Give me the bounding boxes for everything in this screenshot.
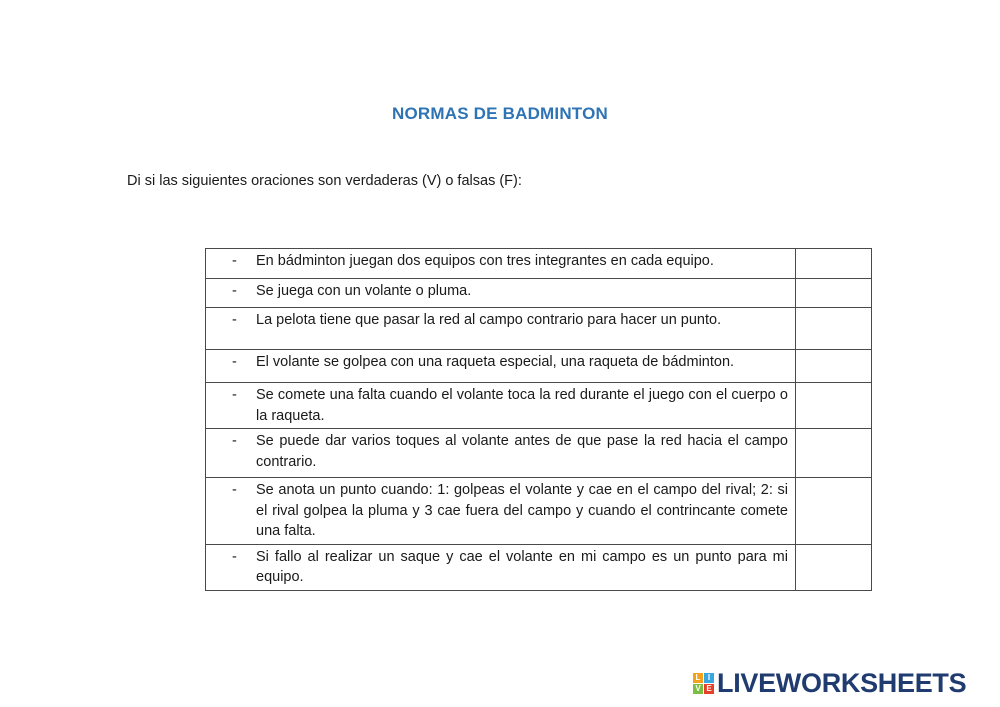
- logo-letter: I: [704, 673, 714, 683]
- answer-box[interactable]: [796, 249, 872, 279]
- table-row: [206, 383, 872, 429]
- answer-box[interactable]: [796, 544, 872, 590]
- bullet-dash: -: [232, 387, 237, 403]
- statement-text: Se puede dar varios toques al volante antes de que pase la red hacia el campo contrario.: [256, 433, 788, 470]
- bullet-dash: -: [232, 354, 237, 370]
- bullet-dash: -: [232, 433, 237, 449]
- logo-text: LIVEWORKSHEETS: [717, 668, 967, 698]
- table-row: [206, 279, 872, 308]
- logo-icon: [693, 673, 714, 694]
- answer-box[interactable]: [796, 279, 872, 308]
- statement-text: Se juega con un volante o pluma.: [256, 283, 472, 299]
- logo-letter: V: [693, 684, 703, 694]
- table-row: [206, 249, 872, 279]
- logo-letter: E: [704, 684, 714, 694]
- instructions: Di si las siguientes oraciones son verdaderas (V) o falsas (F):: [127, 173, 522, 189]
- answer-box[interactable]: [796, 383, 872, 429]
- statement-text: Se comete una falta cuando el volante toca la red durante el juego con el cuerpo o la raqueta.: [256, 387, 788, 424]
- table-row: [206, 429, 872, 478]
- bullet-dash: -: [232, 253, 237, 269]
- answer-box[interactable]: [796, 478, 872, 545]
- answer-box[interactable]: [796, 429, 872, 478]
- table-row: [206, 308, 872, 350]
- bullet-dash: -: [232, 312, 237, 328]
- statement-text: Si fallo al realizar un saque y cae el volante en mi campo es un punto para mi equipo.: [256, 548, 788, 585]
- logo-letter: L: [693, 673, 703, 683]
- bullet-dash: -: [232, 283, 237, 299]
- statement-text: La pelota tiene que pasar la red al campo contrario para hacer un punto.: [256, 312, 722, 328]
- answer-box[interactable]: [796, 308, 872, 350]
- worksheet-title: NORMAS DE BADMINTON: [392, 104, 608, 123]
- table-row: [206, 350, 872, 383]
- bullet-dash: -: [232, 482, 237, 498]
- statement-text: Se anota un punto cuando: 1: golpeas el volante y cae en el campo del rival; 2: si el rival golpea la pluma y 3 cae fuera del campo y cuando el contrincante comete una falta.: [256, 482, 788, 539]
- true-false-table: [205, 248, 872, 591]
- statement-text: El volante se golpea con una raqueta especial, una raqueta de bádminton.: [256, 354, 735, 370]
- statement-text: En bádminton juegan dos equipos con tres integrantes en cada equipo.: [256, 253, 714, 269]
- answer-box[interactable]: [796, 350, 872, 383]
- liveworksheets-logo: [693, 668, 966, 699]
- bullet-dash: -: [232, 548, 237, 565]
- table-row: [206, 544, 872, 590]
- table-row: [206, 478, 872, 545]
